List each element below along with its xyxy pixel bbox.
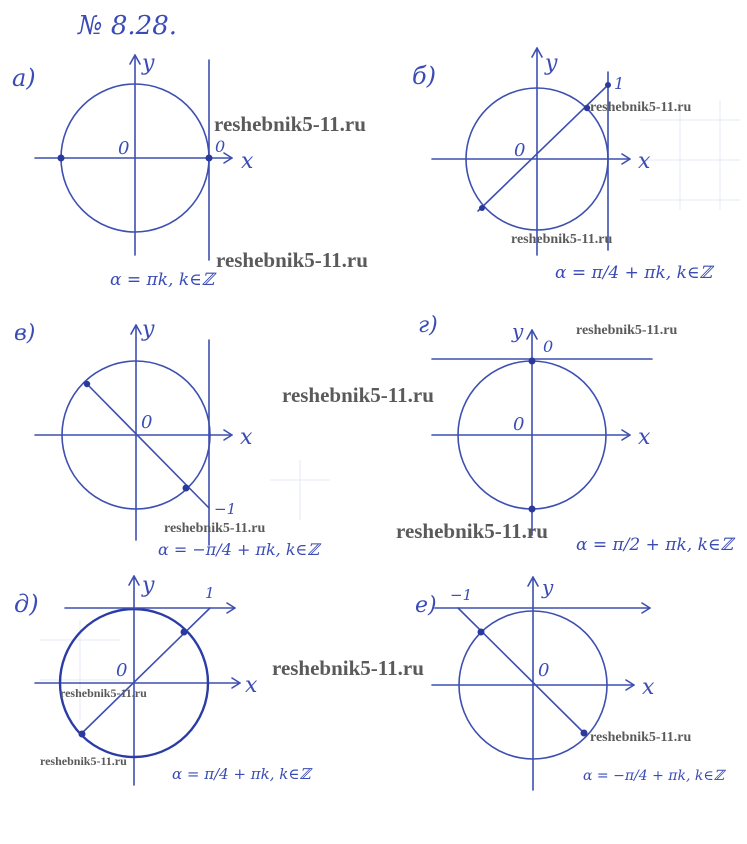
point-label: 1 [614,74,625,93]
point-marker [181,629,188,636]
angle-ray [478,85,608,211]
faint-grid [40,100,740,720]
panel-b-letter: б) [412,62,437,90]
y-axis-label: y [142,573,155,598]
origin-label: 0 [513,414,525,435]
point-marker [581,730,588,737]
point-marker [84,381,90,387]
point-marker [529,358,536,365]
x-axis-label: x [638,149,651,174]
watermark: reshebnik5-11.ru [511,232,613,247]
x-axis-label: x [642,675,655,700]
point-marker [58,155,65,162]
origin-label: 0 [514,140,526,161]
y-axis-label: y [512,319,524,343]
y-axis-label: y [542,575,554,599]
watermark: reshebnik5-11.ru [216,248,368,272]
solution-formula: α = −π/4 + πk, k∈ℤ [583,768,724,784]
watermark: reshebnik5-11.ru [590,100,692,115]
solution-formula: α = π/2 + πk, k∈ℤ [576,535,733,555]
x-axis-label: x [638,425,651,450]
point-label: 0 [215,137,226,156]
point-marker [206,155,213,162]
watermark: reshebnik5-11.ru [590,730,692,745]
solution-formula: α = πk, k∈ℤ [110,270,215,290]
x-axis-label: x [241,149,254,174]
point-marker [605,82,611,88]
panel-a-letter: а) [12,64,36,92]
x-axis-label: x [240,425,253,450]
solution-formula: α = π/4 + πk, k∈ℤ [172,765,311,783]
solution-formula: α = −π/4 + πk, k∈ℤ [158,540,320,559]
point-label: −1 [214,500,237,518]
watermark: reshebnik5-11.ru [60,686,147,700]
point-marker [478,629,485,636]
watermark: reshebnik5-11.ru [164,521,266,536]
watermark: reshebnik5-11.ru [214,112,366,136]
point-marker [183,485,190,492]
x-axis-label: x [245,673,258,698]
point-marker [529,506,536,513]
y-axis-label: y [142,317,155,342]
origin-label: 0 [116,660,128,681]
point-marker [79,731,86,738]
point-label: 0 [543,337,554,356]
origin-label: 0 [141,412,153,433]
panel-v-letter: в) [14,321,36,346]
solution-formula: α = π/4 + πk, k∈ℤ [555,263,712,283]
angle-ray [85,382,209,508]
panel-e-letter: е) [415,593,437,618]
y-axis-label: y [142,51,155,76]
watermark: reshebnik5-11.ru [272,656,424,680]
problem-number: № 8.28. [78,11,178,41]
y-axis-label: y [545,51,558,76]
point-label: −1 [450,586,473,604]
origin-label: 0 [538,660,550,681]
angle-ray [80,608,210,735]
origin-label: 0 [118,138,130,159]
watermark: reshebnik5-11.ru [396,519,548,543]
point-label: 1 [205,584,215,602]
point-marker [479,205,485,211]
angle-ray [458,608,585,734]
watermark: reshebnik5-11.ru [576,323,678,338]
panel-d-letter: д) [14,590,39,618]
panel-g-letter: г) [418,313,438,338]
panel-e [415,575,727,790]
watermark: reshebnik5-11.ru [282,383,434,407]
watermark: reshebnik5-11.ru [40,754,127,768]
